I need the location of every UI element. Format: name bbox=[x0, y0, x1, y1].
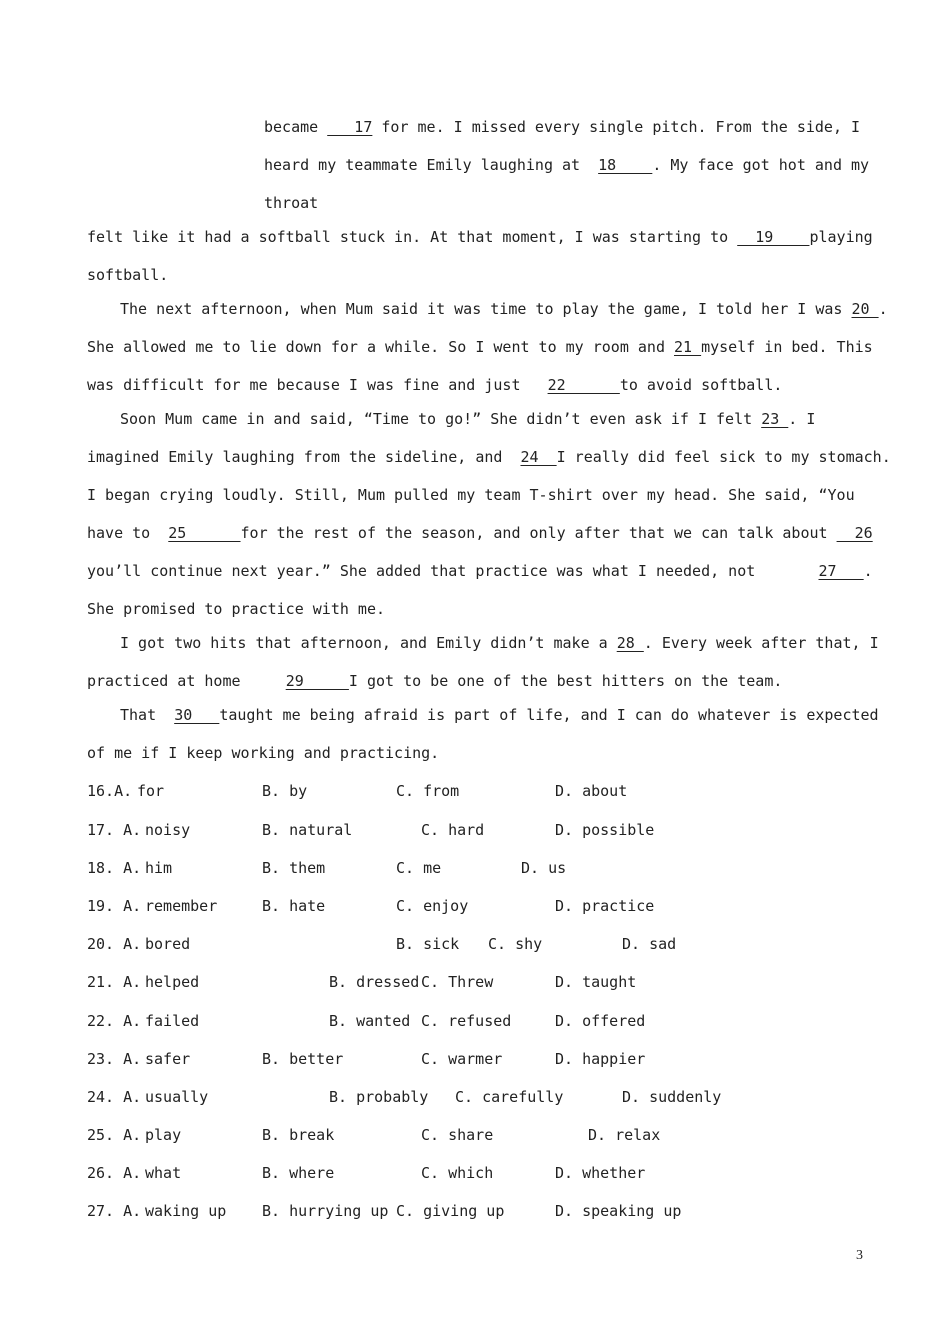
option-c: C. share bbox=[421, 1126, 494, 1144]
question-number: 19. A. bbox=[87, 897, 142, 915]
option-b: B. dressed bbox=[329, 973, 420, 991]
blank-20: 20 bbox=[851, 300, 879, 318]
option-b: B. hate bbox=[262, 897, 326, 915]
blank-29: 29 bbox=[285, 672, 349, 690]
blank-26: 26 bbox=[836, 524, 873, 542]
passage-line: of me if I keep working and practicing. bbox=[87, 744, 440, 762]
option-d: D. about bbox=[555, 782, 628, 800]
option-c: C. shy bbox=[488, 935, 543, 953]
page-number: 3 bbox=[856, 1248, 863, 1263]
question-number: 24. A. bbox=[87, 1088, 142, 1106]
option-d: D. suddenly bbox=[622, 1088, 722, 1106]
option-a: helped bbox=[145, 973, 200, 991]
option-a: waking up bbox=[145, 1202, 227, 1220]
option-c: C. giving up bbox=[396, 1202, 505, 1220]
option-b: B. hurrying up bbox=[262, 1202, 389, 1220]
blank-30: 30 bbox=[174, 706, 220, 724]
option-a: remember bbox=[145, 897, 218, 915]
blank-28: 28 bbox=[616, 634, 644, 652]
option-a: safer bbox=[145, 1050, 191, 1068]
question-number: 21. A. bbox=[87, 973, 142, 991]
question-number: 27. A. bbox=[87, 1202, 142, 1220]
option-d: D. practice bbox=[555, 897, 655, 915]
option-c: C. enjoy bbox=[396, 897, 469, 915]
question-number: 26. A. bbox=[87, 1164, 142, 1182]
option-b: B. break bbox=[262, 1126, 335, 1144]
blank-19: 19 bbox=[737, 228, 810, 246]
option-d: D. sad bbox=[622, 935, 677, 953]
blank-25: 25 bbox=[168, 524, 241, 542]
option-a: him bbox=[145, 859, 173, 877]
passage-line: softball. bbox=[87, 266, 169, 284]
blank-22: 22 bbox=[547, 376, 620, 394]
question-number: 20. A. bbox=[87, 935, 142, 953]
option-b: B. wanted bbox=[329, 1012, 411, 1030]
passage-line: was difficult for me because I was fine and just 22 to avoid softball. bbox=[87, 376, 783, 394]
option-d: D. speaking up bbox=[555, 1202, 682, 1220]
option-d: D. happier bbox=[555, 1050, 646, 1068]
option-c: C. carefully bbox=[455, 1088, 564, 1106]
option-c: C. refused bbox=[421, 1012, 512, 1030]
passage-line: That 30 taught me being afraid is part of life, and I can do whatever is expected bbox=[120, 706, 879, 724]
option-b: B. probably bbox=[329, 1088, 429, 1106]
option-a: bored bbox=[145, 935, 191, 953]
option-b: B. natural bbox=[262, 821, 353, 839]
question-number: 23. A. bbox=[87, 1050, 142, 1068]
option-a: usually bbox=[145, 1088, 209, 1106]
option-c: C. hard bbox=[421, 821, 485, 839]
passage-line: you’ll continue next year.” She added that practice was what I needed, not 27 . bbox=[87, 562, 873, 580]
option-c: C. from bbox=[396, 782, 460, 800]
passage-line: became 17 for me. I missed every single pitch. From the side, I bbox=[264, 118, 861, 136]
blank-24: 24 bbox=[520, 448, 557, 466]
blank-21: 21 bbox=[674, 338, 702, 356]
option-d: D. whether bbox=[555, 1164, 646, 1182]
blank-17: 17 bbox=[327, 118, 373, 136]
option-b: B. better bbox=[262, 1050, 344, 1068]
passage-line: She promised to practice with me. bbox=[87, 600, 386, 618]
option-c: C. Threw bbox=[421, 973, 494, 991]
option-c: C. which bbox=[421, 1164, 494, 1182]
option-a: noisy bbox=[145, 821, 191, 839]
option-b: B. sick bbox=[396, 935, 460, 953]
blank-18: 18 bbox=[598, 156, 653, 174]
option-a: for bbox=[137, 782, 165, 800]
question-number: 22. A. bbox=[87, 1012, 142, 1030]
passage-line: throat bbox=[264, 194, 319, 212]
question-number: 18. A. bbox=[87, 859, 142, 877]
passage-line: have to 25 for the rest of the season, and only after that we can talk about 26 bbox=[87, 524, 873, 542]
option-a: what bbox=[145, 1164, 182, 1182]
passage-line: Soon Mum came in and said, “Time to go!” She didn’t even ask if I felt 23 . I bbox=[120, 410, 816, 428]
question-number: 16.A. bbox=[87, 782, 133, 800]
passage-line: I got two hits that afternoon, and Emily didn’t make a 28 . Every week after that, I bbox=[120, 634, 879, 652]
option-c: C. warmer bbox=[421, 1050, 503, 1068]
passage-line: heard my teammate Emily laughing at 18 . My face got hot and my bbox=[264, 156, 870, 174]
option-b: B. where bbox=[262, 1164, 335, 1182]
question-number: 17. A. bbox=[87, 821, 142, 839]
question-number: 25. A. bbox=[87, 1126, 142, 1144]
option-b: B. by bbox=[262, 782, 308, 800]
passage-line: felt like it had a softball stuck in. At that moment, I was starting to 19 playing bbox=[87, 228, 873, 246]
option-b: B. them bbox=[262, 859, 326, 877]
passage-line: The next afternoon, when Mum said it was time to play the game, I told her I was 20 . bbox=[120, 300, 888, 318]
blank-23: 23 bbox=[761, 410, 789, 428]
passage-line: I began crying loudly. Still, Mum pulled my team T-shirt over my head. She said, “You bbox=[87, 486, 855, 504]
passage-line: practiced at home 29 I got to be one of the best hitters on the team. bbox=[87, 672, 783, 690]
passage-line: She allowed me to lie down for a while. So I went to my room and 21 myself in bed. This bbox=[87, 338, 873, 356]
option-d: D. possible bbox=[555, 821, 655, 839]
blank-27: 27 bbox=[818, 562, 864, 580]
option-d: D. taught bbox=[555, 973, 637, 991]
option-a: failed bbox=[145, 1012, 200, 1030]
option-d: D. offered bbox=[555, 1012, 646, 1030]
passage-line: imagined Emily laughing from the sideline, and 24 I really did feel sick to my stomach. bbox=[87, 448, 891, 466]
option-c: C. me bbox=[396, 859, 442, 877]
option-d: D. relax bbox=[588, 1126, 661, 1144]
option-a: play bbox=[145, 1126, 182, 1144]
option-d: D. us bbox=[521, 859, 567, 877]
